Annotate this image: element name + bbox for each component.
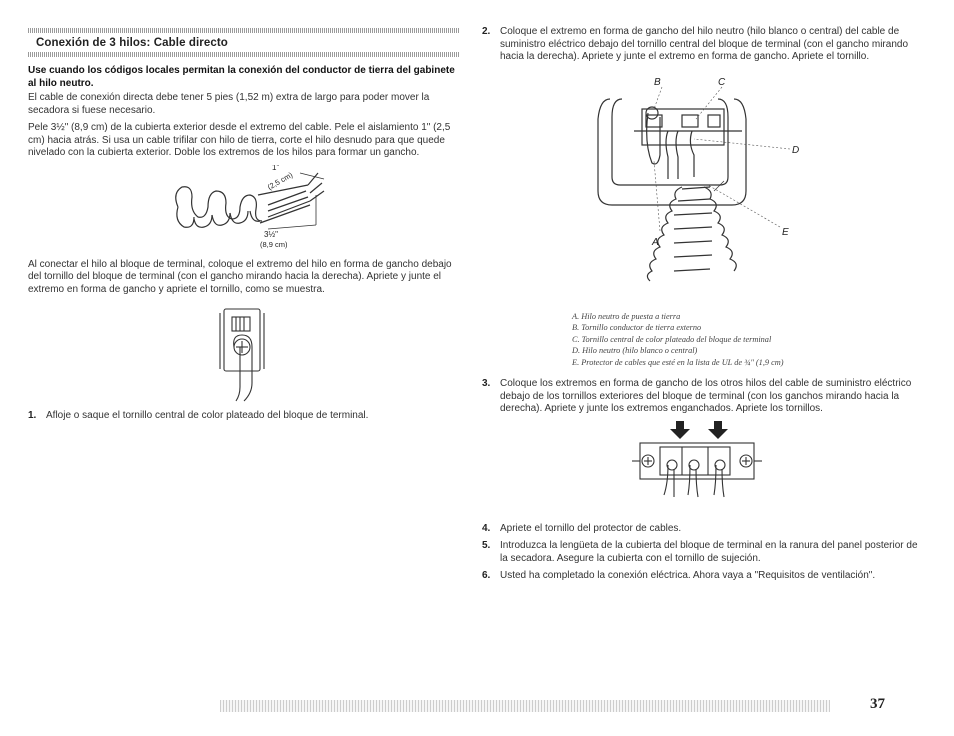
left-column — [28, 0, 460, 428]
right-column — [482, 0, 922, 588]
step-4-number: 4. — [482, 522, 491, 534]
page-number: 37 — [870, 696, 885, 712]
step-6 — [482, 570, 922, 583]
step-1 — [28, 410, 460, 423]
paragraph-strip-cable: Pele 3½" (8,9 cm) de la cubierta exterior desde el extremo del cable. Pele el aislamiento 1" (2,5 cm) hacia atrás. Si usa un cable trifilar con hilo de tierra, corte el hilo desnudo para que quede nivelado con la cubierta exterior. Doble los extremos de los hilos para formar un gancho. — [28, 122, 451, 158]
legend-item-d: D. Hilo neutro (hilo blanco o central) — [572, 346, 698, 355]
terminal-block-outer-wires-illustration — [482, 421, 922, 511]
step-2-number: 2. — [482, 26, 491, 37]
label-1-inch: 1" — [272, 164, 280, 172]
paragraph-hook-wire: Al conectar el hilo al bloque de terminal, coloque el extremo del hilo en forma de gancho debajo del tornillo del bloque de terminal (con el gancho mirando hacia la derecha). Apriete y junte el extremo en forma de gancho y apriete el tornillo, como se muestra. — [28, 258, 452, 295]
label-3-5-inch-cm: (8,9 cm) — [260, 239, 288, 249]
step-3-text: Coloque los extremos en forma de gancho de los otros hilos del cable de suministro eléctrico debajo de los tornillos exteriores del bloque de terminal (con los ganchos mirando hacia la derecha). Apriete y junte los extremos enganchados. Apriete los tornillos. — [500, 378, 912, 414]
step-2-text: Coloque el extremo en forma de gancho del hilo neutro (hilo blanco o central) del cable de suministro eléctrico debajo del tornillo central del bloque de terminal (con el gancho mirando hacia la derecha). Apriete y junte el extremo en forma de gancho. Apriete el tornillo. — [500, 26, 909, 62]
label-3-5-inch: 3½" — [264, 229, 278, 239]
step-1-text: Afloje o saque el tornillo central de color plateado del bloque de terminal. — [46, 410, 369, 421]
label-a: A — [652, 236, 659, 248]
step-3 — [482, 378, 922, 416]
figure-legend — [572, 311, 922, 369]
paragraph-cable-length: El cable de conexión directa debe tener 5 pies (1,52 m) extra de largo para poder mover la secadora si fuese necesario. — [28, 92, 430, 116]
intro-bold-text: Use cuando los códigos locales permitan la conexión del conductor de tierra del gabinete al hilo neutro. — [28, 65, 455, 89]
step-6-text: Usted ha completado la conexión eléctrica. Ahora vaya a "Requisitos de ventilación". — [500, 570, 876, 581]
terminal-block-neutral-illustration — [482, 69, 922, 309]
stripped-cable-illustration — [28, 165, 460, 255]
label-b: B — [654, 76, 661, 88]
step-3-number: 3. — [482, 378, 491, 389]
section-rule-bottom — [28, 52, 460, 57]
label-e: E — [782, 226, 789, 238]
step-1-number: 1. — [28, 410, 37, 421]
step-5-text: Introduzca la lengüeta de la cubierta del bloque de terminal en la ranura del panel posterior de la secadora. Asegure la cubierta con el tornillo de sujeción. — [500, 540, 918, 564]
footer-decorative-bar — [220, 700, 830, 712]
legend-item-a: A. Hilo neutro de puesta a tierra — [572, 311, 681, 321]
label-c: C — [718, 76, 726, 88]
step-4 — [482, 523, 922, 536]
step-2 — [482, 26, 922, 64]
legend-item-b: B. Tornillo conductor de tierra externo — [572, 323, 702, 332]
step-5-number: 5. — [482, 540, 491, 551]
label-1-inch-cm: (2,5 cm) — [265, 169, 295, 192]
step-4-text: Apriete el tornillo del protector de cables. — [500, 522, 682, 534]
label-d: D — [792, 144, 800, 156]
step-6-number: 6. — [482, 570, 491, 581]
hook-under-screw-illustration — [28, 301, 460, 406]
section-rule-top — [28, 28, 460, 33]
legend-item-c: C. Tornillo central de color plateado del bloque de terminal — [572, 334, 772, 344]
step-5 — [482, 540, 922, 565]
section-title: Conexión de 3 hilos: Cable directo — [36, 37, 228, 49]
legend-item-e: E. Protector de cables que esté en la lista de UL de ¾" (1,9 cm) — [572, 357, 784, 367]
